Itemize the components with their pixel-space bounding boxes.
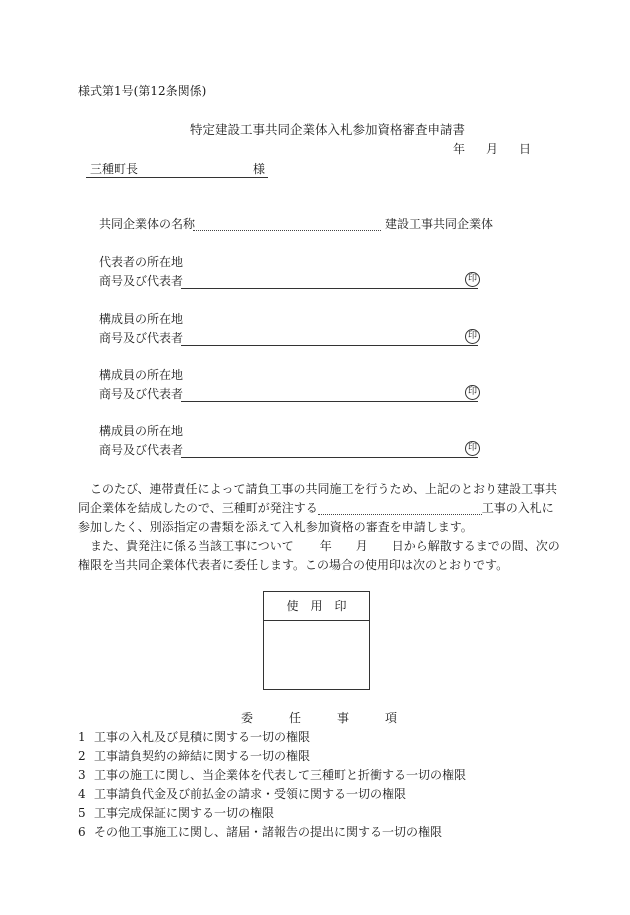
item-text: 工事の入札及び見積に関する一切の権限 <box>94 730 311 744</box>
seal-mark-icon: 印 <box>465 329 480 344</box>
seal-mark-icon: 印 <box>465 441 480 456</box>
representative-name-label: 商号及び代表者 <box>99 274 184 288</box>
document-title: 特定建設工事共同企業体入札参加資格審査申請書 <box>190 122 466 137</box>
member-1-name-label: 商号及び代表者 <box>99 331 184 345</box>
date-day-label: 日 <box>519 142 532 156</box>
body-text: また、貴発注に係る当該工事について <box>90 539 294 553</box>
item-text: 工事請負契約の締結に関する一切の権限 <box>94 749 311 763</box>
delegation-paragraph <box>78 540 560 578</box>
body-line: 参加したく、別添指定の書類を添えて入札参加資格の審査を申請します。 <box>78 520 473 534</box>
body-text: 工事の入札に <box>481 501 554 515</box>
member-1-address-label: 構成員の所在地 <box>99 312 184 326</box>
seal-mark-icon: 印 <box>465 272 480 287</box>
item-text: 工事完成保証に関する一切の権限 <box>94 806 275 820</box>
item-number: 3 <box>78 768 86 782</box>
body-text: 同企業体を結成したので、三種町が発注する <box>78 501 318 515</box>
body-line: 権限を当共同企業体代表者に委任します。この場合の使用印は次のとおりです。 <box>78 558 509 572</box>
addressee-honorific: 様 <box>253 162 266 176</box>
addressee-name: 三種町長 <box>90 162 139 176</box>
delegation-item <box>78 788 406 800</box>
date-year-label: 年 <box>453 142 466 156</box>
addressee-underline <box>86 177 268 178</box>
item-number: 5 <box>78 806 86 820</box>
item-text: その他工事施工に関し、諸届・諸報告の提出に関する一切の権限 <box>94 825 443 839</box>
member-2-name-label: 商号及び代表者 <box>99 387 184 401</box>
jv-name-label: 共同企業体の名称 <box>99 217 196 231</box>
application-paragraph <box>78 483 560 540</box>
body-text: 月 <box>355 539 368 553</box>
delegation-heading: 委 任 事 項 <box>241 711 398 725</box>
member-3-name-field[interactable] <box>181 457 478 458</box>
body-text: 日から解散するまでの間、次の <box>391 539 560 553</box>
delegation-item <box>78 807 274 819</box>
body-line <box>78 540 560 559</box>
item-number: 4 <box>78 787 86 801</box>
seal-mark-icon: 印 <box>465 385 480 400</box>
representative-address-label: 代表者の所在地 <box>99 255 184 269</box>
member-3-address-label: 構成員の所在地 <box>99 424 184 438</box>
member-2-name-field[interactable] <box>181 401 478 402</box>
jv-name-suffix: 建設工事共同企業体 <box>385 217 494 231</box>
member-1-name-field[interactable] <box>181 345 478 346</box>
date-month-label: 月 <box>486 142 499 156</box>
item-number: 6 <box>78 825 86 839</box>
seal-box-label: 使 用 印 <box>264 592 369 621</box>
item-text: 工事請負代金及び前払金の請求・受領に関する一切の権限 <box>94 787 407 801</box>
body-line <box>78 502 560 521</box>
representative-name-field[interactable] <box>181 288 478 289</box>
member-3-name-label: 商号及び代表者 <box>99 443 184 457</box>
item-number: 1 <box>78 730 86 744</box>
delegation-item <box>78 769 466 781</box>
body-line: このたび、連帯責任によって請負工事の共同施工を行うため、上記のとおり建設工事共 <box>90 482 558 496</box>
seal-box-area[interactable] <box>264 621 369 689</box>
form-number: 様式第1号(第12条関係) <box>78 84 207 98</box>
delegation-item <box>78 750 310 762</box>
item-text: 工事の施工に関し、当企業体を代表して三種町と折衝する一切の権限 <box>94 768 467 782</box>
body-text: 年 <box>319 539 332 553</box>
delegation-item <box>78 731 310 743</box>
seal-box <box>263 591 370 690</box>
member-2-address-label: 構成員の所在地 <box>99 368 184 382</box>
project-name-field[interactable] <box>318 502 482 515</box>
item-number: 2 <box>78 749 86 763</box>
jv-name-field[interactable] <box>193 230 381 231</box>
delegation-item <box>78 826 442 838</box>
